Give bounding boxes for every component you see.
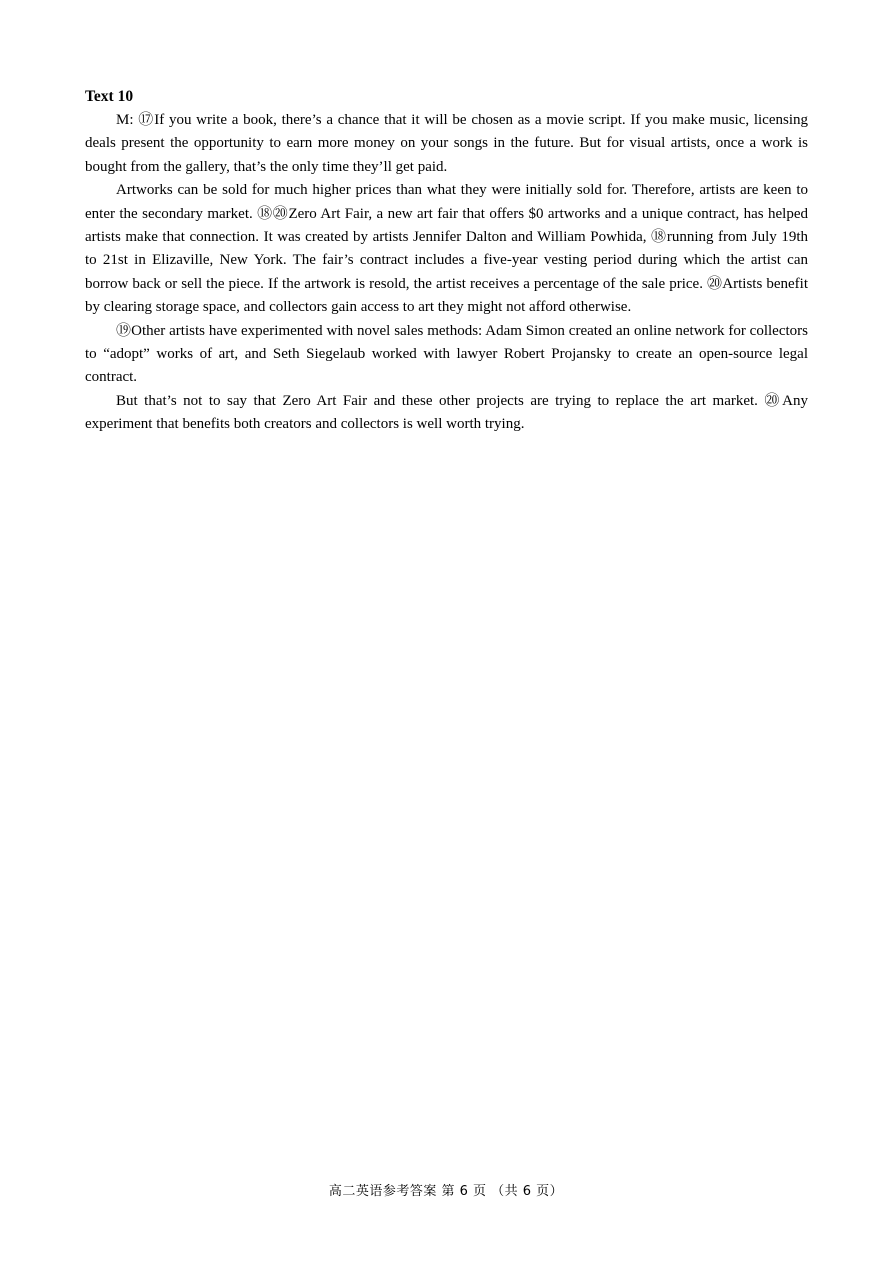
paragraph-2: Artworks can be sold for much higher prices than what they were initially sold for. Therefore, artists are keen to enter the secondary market. ⑱⑳Zero Art Fair, a new art fair that offers $0 artworks and a unique contract, has helped artists make that connection. It was created by artists Jennifer Dalton and William Powhida, ⑱running from July 19th to 21st in Elizaville, New York. The fair’s contract includes a five-year vesting period during which the artist can borrow back or sell the piece. If the artwork is resold, the artist receives a percentage of the sale price. ⑳Artists benefit by clearing storage space, and collectors gain access to art they might not afford otherwise. <box>85 182 808 316</box>
paragraph-4: But that’s not to say that Zero Art Fair and these other projects are trying to replace the art market. ⑳Any experiment that benefits both creators and collectors is well worth trying. <box>85 392 808 433</box>
section-heading: Text 10 <box>85 88 134 105</box>
page-footer: 高二英语参考答案 第 6 页 （共 6 页） <box>328 1184 564 1199</box>
document-page <box>85 86 808 437</box>
paragraph-1: M: ⑰If you write a book, there’s a chance that it will be chosen as a movie script. If you make music, licensing deals present the opportunity to earn more money on your songs in the future. But for visual artists, once a work is bought from the gallery, that’s the only time they’ll get paid. <box>85 112 808 175</box>
paragraph-3: ⑲Other artists have experimented with novel sales methods: Adam Simon created an online network for collectors to “adopt” works of art, and Seth Siegelaub worked with lawyer Robert Projansky to create an open-source legal contract. <box>85 322 808 386</box>
